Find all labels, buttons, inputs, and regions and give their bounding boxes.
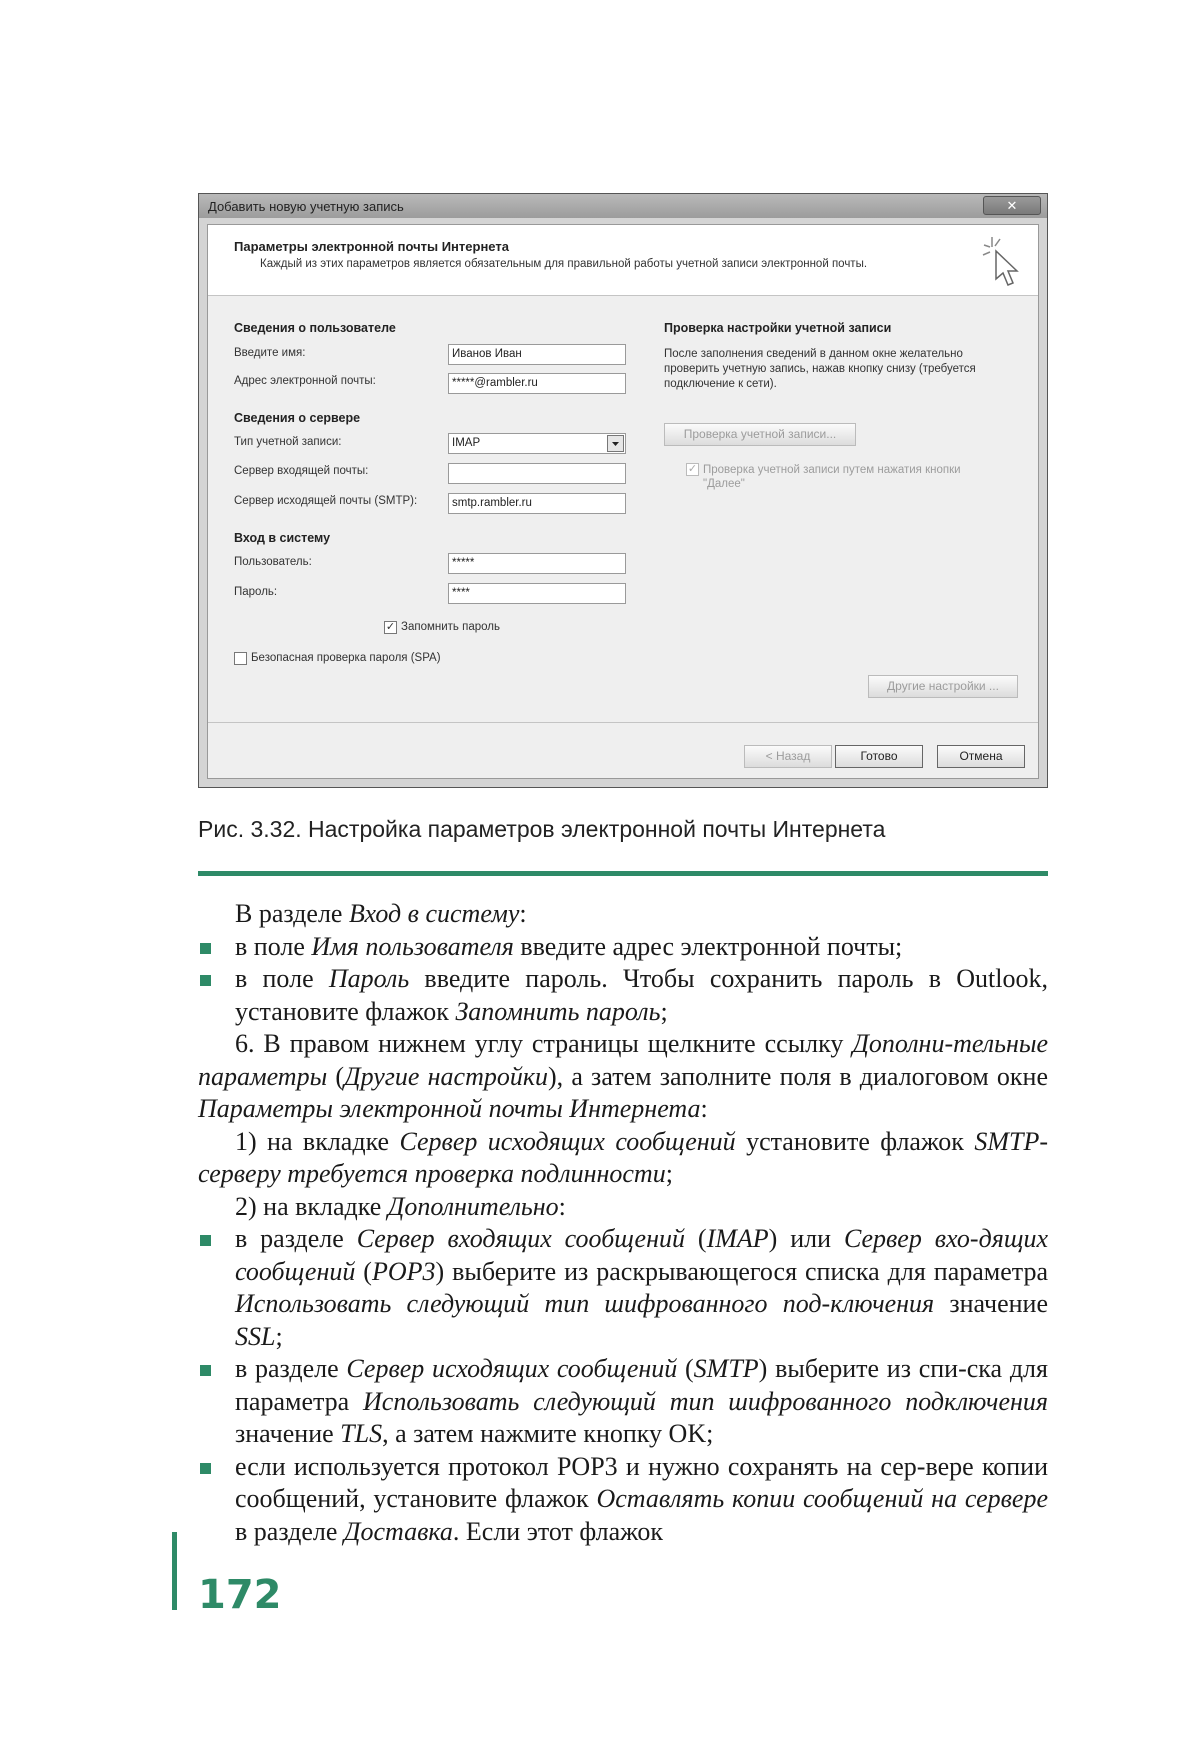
- outgoing-server-field[interactable]: smtp.rambler.ru: [448, 493, 626, 514]
- bullet-icon: [200, 1463, 211, 1474]
- list-item: в разделе Сервер исходящих сообщений (SMTP) выберите из спи-ска для параметра Использовать следующий тип шифрованного подключения значение TLS, а затем нажмите кнопку OK;: [198, 1353, 1048, 1451]
- remember-password-label: Запомнить пароль: [401, 621, 500, 633]
- list-item: в поле Имя пользователя введите адрес электронной почты;: [198, 931, 1048, 964]
- finish-button[interactable]: Готово: [835, 745, 923, 768]
- cancel-button[interactable]: Отмена: [937, 745, 1025, 768]
- list-item: в поле Пароль введите пароль. Чтобы сохранить пароль в Outlook, установите флажок Запомнить пароль;: [198, 963, 1048, 1028]
- list-item: в разделе Сервер входящих сообщений (IMAP) или Сервер вхо-дящих сообщений (POP3) выберите из раскрывающегося списка для параметра Использовать следующий тип шифрованного под-ключения значение SSL;: [198, 1223, 1048, 1353]
- test-on-next-label: Проверка учетной записи путем нажатия кнопки "Далее": [703, 464, 961, 490]
- page-number: 172: [198, 1572, 282, 1618]
- spa-checkbox[interactable]: [234, 652, 247, 665]
- bullet-icon: [200, 975, 211, 986]
- account-type-select[interactable]: [448, 433, 626, 454]
- account-dialog-screenshot: [198, 193, 1048, 788]
- user-info-heading: Сведения о пользователе: [234, 321, 396, 335]
- remember-password-checkbox[interactable]: ✓: [385, 621, 396, 633]
- user-field[interactable]: *****: [448, 553, 626, 574]
- outgoing-server-label: Сервер исходящей почты (SMTP):: [234, 495, 418, 507]
- back-button[interactable]: < Назад: [744, 745, 832, 768]
- paragraph: 1) на вкладке Сервер исходящих сообщений установите флажок SMTP-серверу требуется проверка подлинности;: [198, 1126, 1048, 1188]
- incoming-server-label: Сервер входящей почты:: [234, 465, 369, 477]
- dialog-title: Добавить новую учетную запись: [208, 199, 404, 214]
- footer-divider: [208, 722, 1038, 723]
- body-text: [198, 898, 1048, 1548]
- test-settings-text: После заполнения сведений в данном окне желательно проверить учетную запись, нажав кнопку снизу (требуется подключение к сети).: [664, 348, 976, 390]
- test-settings-heading: Проверка настройки учетной записи: [664, 321, 892, 335]
- account-type-value: IMAP: [452, 437, 481, 449]
- header-subtitle: Каждый из этих параметров является обязательным для правильной работы учетной записи электронной почты.: [260, 258, 868, 270]
- user-label: Пользователь:: [234, 556, 312, 568]
- section-rule: [198, 871, 1048, 876]
- email-label: Адрес электронной почты:: [234, 375, 376, 387]
- dialog-header: [208, 225, 1038, 296]
- dialog-body: [207, 224, 1039, 779]
- incoming-server-field[interactable]: [448, 463, 626, 484]
- paragraph: 6. В правом нижнем углу страницы щелкните ссылку Дополни-тельные параметры (Другие настройки), а затем заполните поля в диалоговом окне Параметры электронной почты Интернета:: [198, 1029, 1048, 1123]
- test-on-next-checkbox[interactable]: ✓: [687, 463, 698, 475]
- spa-label: Безопасная проверка пароля (SPA): [251, 652, 441, 664]
- bullet-icon: [200, 1235, 211, 1246]
- password-field[interactable]: ****: [448, 583, 626, 604]
- name-field[interactable]: Иванов Иван: [448, 344, 626, 365]
- paragraph: 2) на вкладке Дополнительно:: [235, 1191, 566, 1221]
- paragraph: В разделе Вход в систему:: [235, 899, 527, 928]
- bullet-icon: [200, 943, 211, 954]
- account-type-label: Тип учетной записи:: [234, 436, 342, 448]
- cursor-sparkle-icon: [980, 233, 1024, 289]
- chevron-down-icon[interactable]: [607, 435, 624, 452]
- email-field[interactable]: *****@rambler.ru: [448, 373, 626, 394]
- dialog-titlebar: [199, 194, 1047, 218]
- close-button[interactable]: ✕: [983, 196, 1041, 215]
- bullet-icon: [200, 1365, 211, 1376]
- page-margin-bar: [172, 1532, 177, 1610]
- name-label: Введите имя:: [234, 347, 306, 359]
- password-label: Пароль:: [234, 586, 278, 598]
- more-settings-button[interactable]: Другие настройки ...: [868, 675, 1018, 698]
- header-title: Параметры электронной почты Интернета: [234, 239, 509, 254]
- figure-caption: Рис. 3.32. Настройка параметров электронной почты Интернета: [198, 816, 886, 842]
- server-info-heading: Сведения о сервере: [234, 411, 361, 425]
- test-account-button[interactable]: Проверка учетной записи...: [664, 423, 856, 446]
- list-item: если используется протокол POP3 и нужно сохранять на сер-вере копии сообщений, установите флажок Оставлять копии сообщений на сервере в разделе Доставка. Если этот флажок: [198, 1451, 1048, 1549]
- logon-heading: Вход в систему: [234, 531, 331, 545]
